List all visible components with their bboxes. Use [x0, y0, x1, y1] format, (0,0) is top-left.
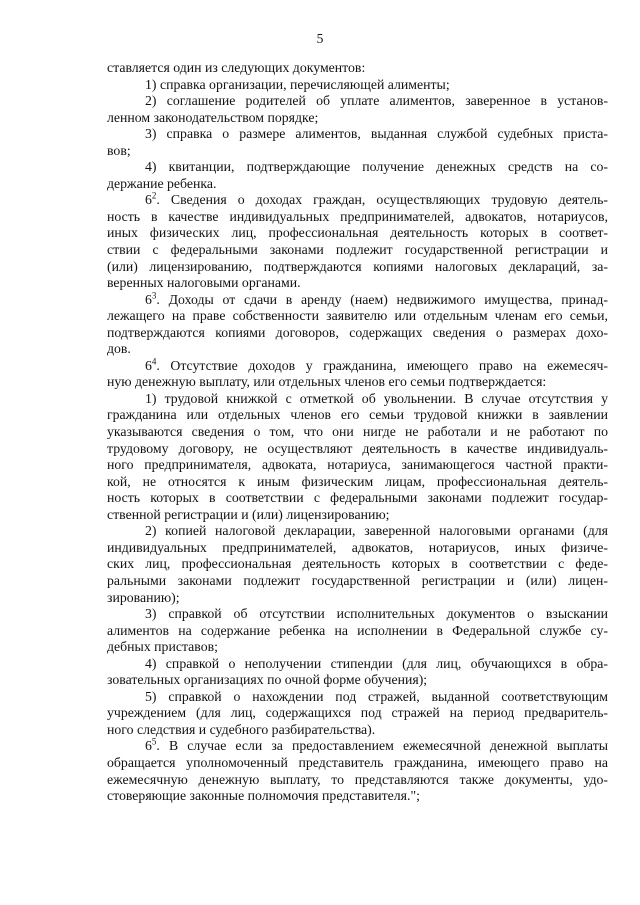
- paragraph-number: 6: [145, 357, 152, 373]
- text-line: 3) справка о размере алиментов, выданная службой судебных приста-: [145, 126, 608, 142]
- text-line: ность которых в соответствии с федеральными законами подлежит государ-: [107, 490, 608, 506]
- paragraph-text: . В случае если за предоставлением ежемесячной денежной выплаты: [156, 738, 608, 754]
- text-line: [107, 192, 608, 209]
- text-line: учреждением (для лиц, содержащихся под стражей на период предваритель-: [107, 705, 608, 721]
- text-line: 4) справкой о неполучении стипендии (для лиц, обучающихся в обра-: [145, 655, 608, 671]
- paragraph-6-2: [107, 192, 608, 291]
- alimony-item-3: [107, 126, 608, 159]
- absence-item-2: [107, 523, 608, 606]
- paragraph-number: 6: [145, 192, 152, 208]
- paragraph-superscript: 3: [151, 290, 157, 301]
- text-line: 4) квитанции, подтверждающие получение денежных средств на со-: [145, 159, 608, 175]
- text-line: подтверждаются копиями договоров, содержащих сведения о размерах дохо-: [107, 324, 608, 340]
- paragraph-text: . Доходы от сдачи в аренду (наем) недвижимого имущества, принад-: [156, 291, 608, 307]
- text-line: ного предпринимателя, адвоката, нотариуса, занимающегося частной практи-: [107, 457, 608, 473]
- paragraph-number: 6: [145, 291, 152, 307]
- alimony-item-4: [107, 159, 608, 192]
- text-line: вов;: [107, 142, 131, 158]
- text-line: [107, 292, 608, 309]
- text-line: ежемесячную денежную выплату, то представляются также документы, удо-: [107, 771, 608, 787]
- text-line: дебных приставов;: [107, 639, 218, 655]
- text-line: веренных налоговыми органами.: [107, 275, 301, 291]
- text-line: зовательных организациях по очной форме обучения);: [107, 672, 428, 688]
- text-line: гражданина или отдельных членов его семьи трудовой книжки в заявлении: [107, 407, 608, 423]
- paragraph-number: 6: [145, 738, 152, 754]
- text-line: держание ребенка.: [107, 175, 217, 191]
- text-line: кой, не относятся к иным физическим лицам, профессиональная деятель-: [107, 473, 608, 489]
- text-line: ность в качестве индивидуальных предпринимателей, адвокатов, нотариусов,: [107, 208, 608, 224]
- text-line: 5) справкой о нахождении под стражей, выданной соответствующим: [145, 688, 608, 704]
- text-line: ствии с федеральными законами подлежит государственной регистрации и: [107, 242, 608, 258]
- text-line: алиментов на содержание ребенка на исполнении в Федеральной службе су-: [107, 622, 608, 638]
- alimony-item-1: [107, 77, 608, 94]
- paragraph-6-4: [107, 358, 608, 391]
- text-line: 1) справка организации, перечисляющей алименты;: [145, 76, 450, 92]
- text-line: индивидуальных предпринимателей, адвокатов, нотариусов, иных физиче-: [107, 539, 608, 555]
- text-line: 2) соглашение родителей об уплате алиментов, заверенное в установ-: [145, 93, 608, 109]
- text-line: ного следствия и судебного разбирательства).: [107, 721, 376, 737]
- paragraph-6-3: [107, 292, 608, 358]
- paragraph-superscript: 4: [151, 356, 157, 367]
- text-line: ставляется один из следующих документов:: [107, 60, 366, 75]
- text-line: 2) копией налоговой декларации, заверенной налоговыми органами (для: [145, 523, 608, 539]
- paragraph-superscript: 5: [151, 736, 157, 747]
- text-line: 1) трудовой книжкой с отметкой об увольнении. В случае отсутствия у: [145, 390, 608, 406]
- text-line: [107, 358, 608, 375]
- absence-item-3: [107, 606, 608, 656]
- text-line: зированию);: [107, 589, 180, 605]
- text-line: ную денежную выплату, или отдельных членов его семьи подтверждается:: [107, 374, 547, 390]
- text-line: лежащего на праве собственности заявителю или отдельным членам его семьи,: [107, 308, 608, 324]
- text-line: трудовому договору, не осуществляют деятельность в качестве индивидуаль-: [107, 440, 608, 456]
- intro-paragraph: [107, 60, 608, 77]
- text-line: (или) лицензированию, подтверждаются копиями налоговых деклараций, за-: [107, 258, 608, 274]
- text-line: иных физических лиц, профессиональная деятельность которых в соответ-: [107, 225, 608, 241]
- text-line: ленном законодательством порядке;: [107, 109, 319, 125]
- absence-item-1: [107, 391, 608, 523]
- paragraph-6-5: [107, 738, 608, 804]
- text-line: ских лиц, профессиональная деятельность которых в соответствии с феде-: [107, 556, 608, 572]
- paragraph-text: . Отсутствие доходов у гражданина, имеющего право на ежемесяч-: [156, 357, 608, 373]
- page-number: 5: [316, 31, 324, 46]
- text-line: дов.: [107, 341, 131, 357]
- text-line: стоверяющие законные полномочия представителя.";: [107, 788, 420, 804]
- alimony-item-2: [107, 93, 608, 126]
- text-line: [107, 738, 608, 755]
- text-line: обращается уполномоченный представитель гражданина, имеющего право на: [107, 754, 608, 770]
- absence-item-5: [107, 689, 608, 739]
- text-line: указываются сведения о том, что они нигде не работали и не работают по: [107, 424, 608, 440]
- text-line: ственной регистрации и (или) лицензированию;: [107, 506, 390, 522]
- text-line: ральными законами подлежит государственной регистрации и (или) лицен-: [107, 572, 608, 588]
- paragraph-text: . Сведения о доходах граждан, осуществляющих трудовую деятель-: [156, 192, 608, 208]
- document-body: [107, 60, 608, 805]
- paragraph-superscript: 2: [151, 190, 157, 201]
- text-line: 3) справкой об отсутствии исполнительных документов о взыскании: [145, 606, 608, 622]
- absence-item-4: [107, 656, 608, 689]
